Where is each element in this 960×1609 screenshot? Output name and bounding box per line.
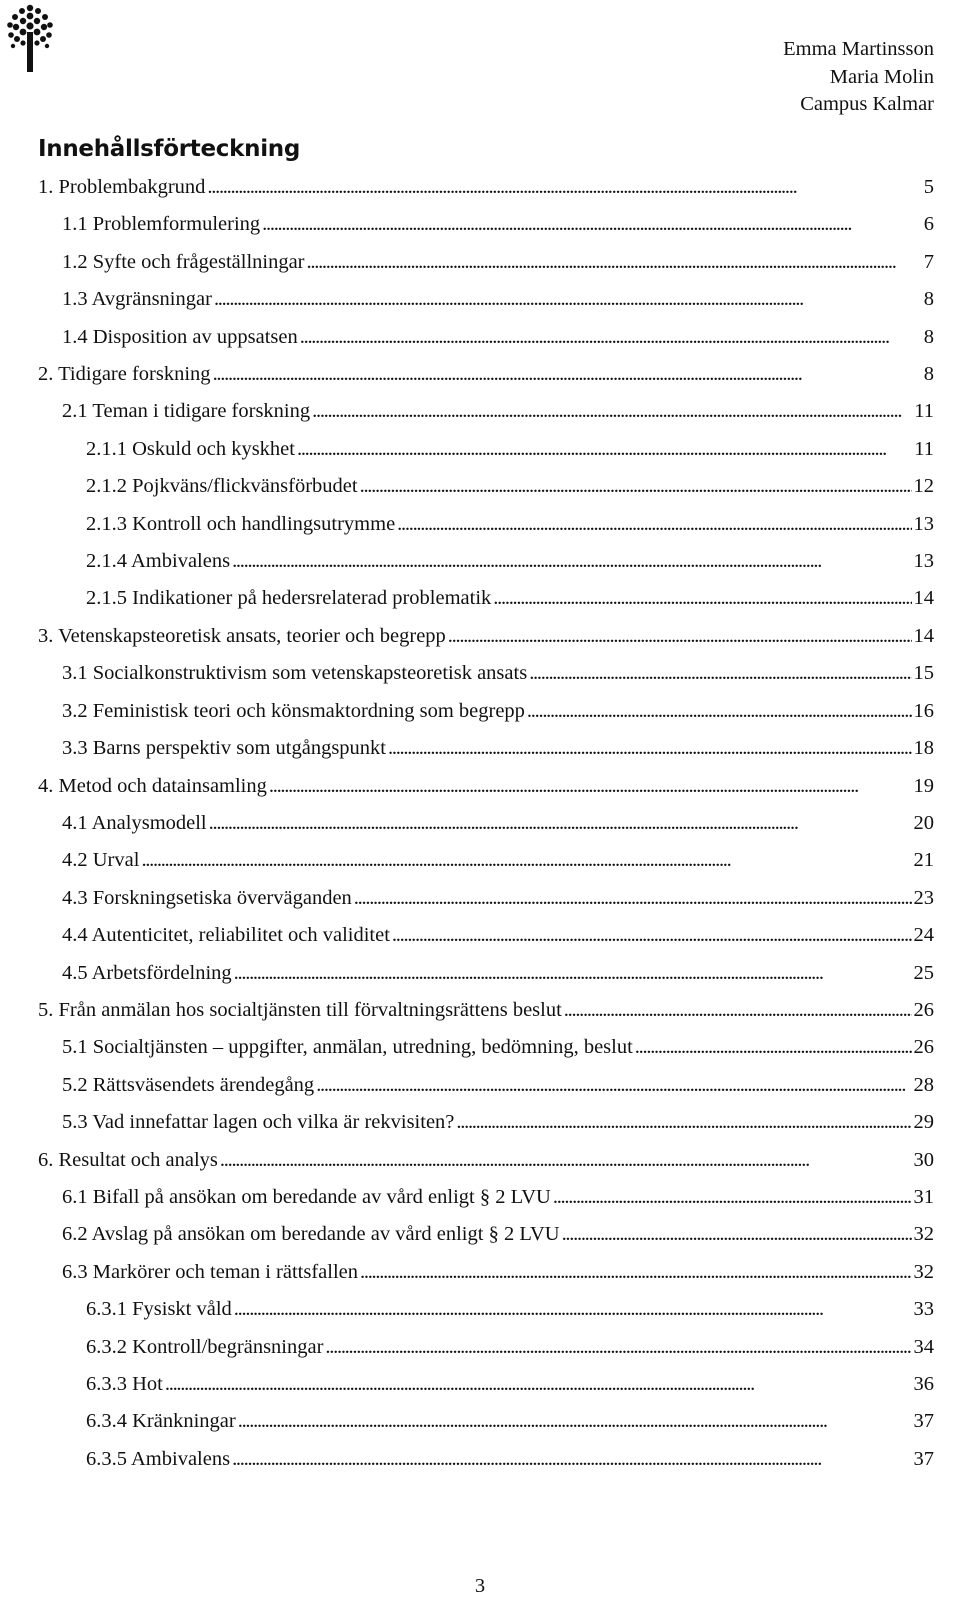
toc-entry-label: 6.2 Avslag på ansökan om beredande av vård enligt § 2 LVU — [62, 1223, 560, 1246]
tree-logo-icon — [4, 2, 56, 72]
toc-entry-page: 31 — [913, 1185, 934, 1208]
toc-dot-leader — [551, 1182, 912, 1212]
toc-dot-leader — [525, 696, 912, 726]
toc-dot-leader — [390, 920, 912, 950]
toc-entry-label: 6.3 Markörer och teman i rättsfallen — [62, 1260, 358, 1283]
author-name: Maria Molin — [829, 65, 934, 88]
toc-dot-leader — [218, 1145, 912, 1175]
toc-entry-label: 3. Vetenskapsteoretisk ansats, teorier och begrepp — [38, 624, 446, 647]
toc-entry-label: 6.3.5 Ambivalens — [86, 1447, 231, 1470]
toc-dot-leader — [267, 771, 912, 801]
toc-entry[interactable] — [0, 396, 934, 433]
toc-entry[interactable] — [0, 583, 934, 620]
toc-dot-leader — [230, 546, 911, 576]
toc-dot-leader — [491, 583, 911, 613]
toc-entry[interactable] — [0, 1145, 934, 1182]
toc-entry-label: 5.2 Rättsväsendets ärendegång — [62, 1073, 315, 1096]
toc-entry[interactable] — [0, 733, 934, 770]
toc-dot-leader — [236, 1406, 912, 1436]
toc-dot-leader — [230, 1444, 911, 1474]
toc-entry[interactable] — [0, 1444, 934, 1481]
table-of-contents — [0, 172, 934, 1481]
toc-entry[interactable] — [0, 621, 934, 658]
toc-entry[interactable] — [0, 209, 934, 246]
toc-entry-page: 14 — [913, 587, 934, 610]
toc-entry-page: 7 — [923, 250, 934, 273]
toc-entry-page: 21 — [913, 849, 934, 872]
toc-entry-page: 14 — [913, 624, 934, 647]
toc-entry[interactable] — [0, 471, 934, 508]
toc-entry-label: 3.2 Feministisk teori och könsmaktordning som begrepp — [62, 699, 525, 722]
toc-entry-label: 1. Problembakgrund — [38, 176, 206, 198]
toc-title: Innehållsförteckning — [38, 136, 301, 162]
toc-entry-page: 20 — [913, 811, 934, 834]
author-block — [783, 36, 934, 119]
toc-entry-label: 4.2 Urval — [62, 849, 140, 872]
toc-dot-leader — [163, 1369, 912, 1399]
toc-entry[interactable] — [0, 1182, 934, 1219]
toc-entry[interactable] — [0, 658, 934, 695]
toc-entry-page: 32 — [913, 1260, 934, 1283]
author-name: Emma Martinsson — [783, 38, 934, 60]
campus-name: Campus Kalmar — [800, 93, 934, 115]
toc-entry-label: 2.1.2 Pojkväns/flickvänsförbudet — [86, 475, 358, 498]
toc-entry-page: 23 — [913, 886, 934, 909]
toc-entry[interactable] — [0, 1257, 934, 1294]
toc-entry-page: 5 — [923, 176, 934, 198]
toc-dot-leader — [305, 247, 922, 277]
toc-entry-page: 34 — [913, 1335, 934, 1358]
toc-dot-leader — [310, 396, 912, 426]
toc-entry-page: 37 — [913, 1447, 934, 1470]
toc-entry-page: 32 — [913, 1223, 934, 1246]
toc-dot-leader — [560, 1219, 912, 1249]
toc-entry[interactable] — [0, 247, 934, 284]
toc-entry[interactable] — [0, 172, 934, 209]
toc-entry-page: 11 — [914, 400, 934, 423]
toc-entry-label: 6.3.2 Kontroll/begränsningar — [86, 1335, 324, 1358]
toc-entry-page: 12 — [913, 475, 934, 498]
toc-entry-label: 1.1 Problemformulering — [62, 213, 261, 236]
toc-dot-leader — [446, 621, 912, 651]
toc-entry-label: 5.1 Socialtjänsten – uppgifter, anmälan, utredning, bedömning, beslut — [62, 1036, 633, 1059]
toc-entry[interactable] — [0, 284, 934, 321]
toc-entry-page: 36 — [913, 1373, 934, 1395]
toc-entry[interactable] — [0, 1369, 934, 1406]
toc-entry-label: 5.3 Vad innefattar lagen och vilka är rekvisiten? — [62, 1111, 455, 1134]
toc-entry-label: 6.3.1 Fysiskt våld — [86, 1298, 232, 1321]
toc-dot-leader — [562, 995, 912, 1025]
toc-dot-leader — [260, 209, 922, 239]
toc-entry-label: 6.3.4 Kränkningar — [86, 1410, 236, 1433]
toc-entry[interactable] — [0, 771, 934, 808]
toc-entry[interactable] — [0, 1332, 934, 1369]
toc-dot-leader — [352, 883, 912, 913]
toc-entry-page: 15 — [913, 662, 934, 685]
toc-entry-page: 18 — [913, 737, 934, 760]
toc-entry[interactable] — [0, 995, 934, 1032]
page-number: 3 — [474, 1575, 486, 1597]
toc-entry-label: 6.1 Bifall på ansökan om beredande av vård enligt § 2 LVU — [62, 1185, 551, 1208]
toc-entry[interactable] — [0, 434, 934, 471]
toc-entry-page: 13 — [913, 550, 934, 573]
toc-dot-leader — [139, 845, 911, 875]
toc-entry-label: 2.1.1 Oskuld och kyskhet — [86, 437, 295, 460]
toc-entry-page: 16 — [913, 699, 934, 722]
toc-entry-page: 8 — [923, 363, 934, 386]
toc-entry-label: 4.5 Arbetsfördelning — [62, 961, 232, 984]
toc-entry[interactable] — [0, 1294, 934, 1331]
toc-entry-label: 2.1.4 Ambivalens — [86, 550, 231, 573]
toc-dot-leader — [314, 1070, 911, 1100]
toc-entry-label: 1.2 Syfte och frågeställningar — [62, 250, 305, 273]
toc-dot-leader — [232, 958, 912, 988]
toc-dot-leader — [358, 471, 912, 501]
toc-entry[interactable] — [0, 1406, 934, 1443]
toc-dot-leader — [211, 359, 922, 389]
toc-dot-leader — [205, 172, 921, 202]
toc-entry-label: 5. Från anmälan hos socialtjänsten till förvaltningsrättens beslut — [38, 998, 562, 1021]
toc-entry-label: 3.3 Barns perspektiv som utgångspunkt — [62, 737, 386, 760]
toc-entry-page: 30 — [913, 1148, 934, 1171]
toc-entry[interactable] — [0, 509, 934, 546]
toc-entry[interactable] — [0, 546, 934, 583]
toc-entry-label: 2.1.5 Indikationer på hedersrelaterad problematik — [86, 587, 492, 610]
toc-entry-page: 13 — [913, 512, 934, 535]
toc-entry-page: 24 — [913, 924, 934, 947]
toc-entry-page: 26 — [913, 998, 934, 1021]
toc-entry[interactable] — [0, 958, 934, 995]
toc-entry-page: 29 — [913, 1111, 934, 1134]
toc-entry[interactable] — [0, 920, 934, 957]
toc-entry[interactable] — [0, 1032, 934, 1069]
toc-entry-label: 4.3 Forskningsetiska överväganden — [62, 886, 352, 909]
toc-entry[interactable] — [0, 883, 934, 920]
toc-entry-label: 1.3 Avgränsningar — [62, 288, 212, 311]
toc-dot-leader — [232, 1294, 912, 1324]
toc-entry[interactable] — [0, 322, 934, 359]
toc-entry[interactable] — [0, 808, 934, 845]
toc-entry[interactable] — [0, 359, 934, 396]
toc-entry-page: 8 — [923, 325, 934, 348]
toc-entry-label: 3.1 Socialkonstruktivism som vetenskapsteoretisk ansats — [62, 662, 528, 685]
toc-entry-page: 28 — [913, 1073, 934, 1096]
toc-dot-leader — [323, 1332, 911, 1362]
toc-entry[interactable] — [0, 845, 934, 882]
toc-dot-leader — [633, 1032, 912, 1062]
toc-entry-label: 4.4 Autenticitet, reliabilitet och validitet — [62, 924, 390, 947]
toc-entry-label: 4. Metod och datainsamling — [38, 774, 267, 797]
toc-entry-label: 1.4 Disposition av uppsatsen — [62, 325, 298, 348]
toc-dot-leader — [207, 808, 912, 838]
toc-entry-label: 2. Tidigare forskning — [38, 363, 211, 386]
toc-dot-leader — [386, 733, 912, 763]
toc-entry-page: 11 — [914, 437, 934, 460]
toc-dot-leader — [358, 1257, 912, 1287]
toc-entry[interactable] — [0, 1070, 934, 1107]
toc-entry-page: 37 — [913, 1410, 934, 1433]
toc-entry-label: 6. Resultat och analys — [38, 1148, 218, 1171]
toc-entry-label: 2.1 Teman i tidigare forskning — [62, 400, 311, 423]
toc-entry-label: 4.1 Analysmodell — [62, 811, 207, 834]
toc-entry[interactable] — [0, 1107, 934, 1144]
toc-entry-page: 8 — [923, 288, 934, 311]
toc-entry-page: 19 — [913, 774, 934, 797]
toc-entry-label: 6.3.3 Hot — [86, 1373, 163, 1395]
toc-dot-leader — [295, 434, 912, 464]
toc-dot-leader — [454, 1107, 911, 1137]
toc-entry[interactable] — [0, 1219, 934, 1256]
toc-entry-page: 33 — [913, 1298, 934, 1321]
toc-dot-leader — [527, 658, 911, 688]
toc-entry-page: 25 — [913, 961, 934, 984]
toc-dot-leader — [298, 322, 922, 352]
toc-entry-page: 6 — [923, 213, 934, 236]
toc-entry-page: 26 — [913, 1036, 934, 1059]
toc-entry-label: 2.1.3 Kontroll och handlingsutrymme — [86, 512, 396, 535]
toc-entry[interactable] — [0, 696, 934, 733]
toc-dot-leader — [395, 509, 911, 539]
toc-dot-leader — [212, 284, 922, 314]
